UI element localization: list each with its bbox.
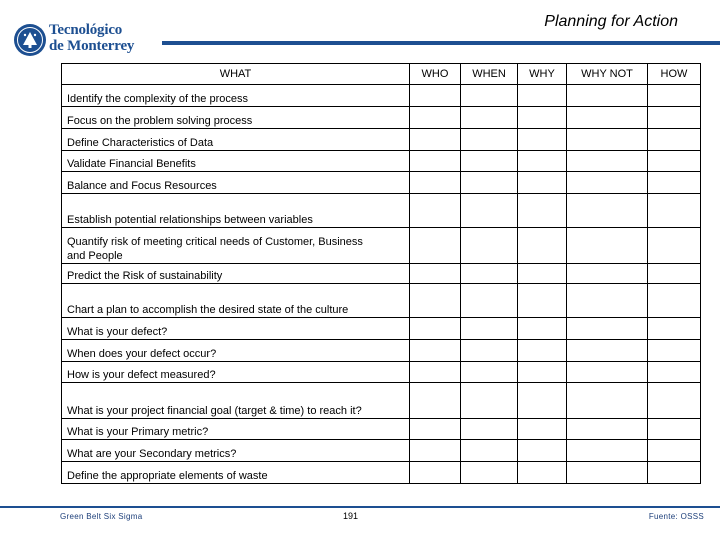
why-not-cell[interactable] <box>567 107 648 129</box>
who-cell[interactable] <box>410 194 461 228</box>
row-what-cell: Establish potential relationships between variables <box>62 194 410 228</box>
row-what-cell: Identify the complexity of the process <box>62 85 410 107</box>
row-what-cell: Focus on the problem solving process <box>62 107 410 129</box>
why-not-cell[interactable] <box>567 462 648 484</box>
who-cell[interactable] <box>410 129 461 151</box>
how-cell[interactable] <box>648 129 701 151</box>
who-cell[interactable] <box>410 362 461 383</box>
when-cell[interactable] <box>461 172 518 194</box>
col-header-when: WHEN <box>461 64 518 85</box>
table-row <box>62 383 701 419</box>
why-cell[interactable] <box>518 362 567 383</box>
planning-table <box>61 63 701 484</box>
footer-rule <box>0 506 720 508</box>
why-not-cell[interactable] <box>567 172 648 194</box>
how-cell[interactable] <box>648 284 701 318</box>
row-what-cell: Validate Financial Benefits <box>62 151 410 172</box>
table-header-row <box>62 64 701 85</box>
row-what-cell: Define Characteristics of Data <box>62 129 410 151</box>
who-cell[interactable] <box>410 419 461 440</box>
why-cell[interactable] <box>518 264 567 284</box>
why-cell[interactable] <box>518 383 567 419</box>
why-cell[interactable] <box>518 129 567 151</box>
table-row <box>62 340 701 362</box>
who-cell[interactable] <box>410 383 461 419</box>
col-header-how: HOW <box>648 64 701 85</box>
why-not-cell[interactable] <box>567 440 648 462</box>
why-cell[interactable] <box>518 151 567 172</box>
when-cell[interactable] <box>461 85 518 107</box>
how-cell[interactable] <box>648 318 701 340</box>
when-cell[interactable] <box>461 264 518 284</box>
how-cell[interactable] <box>648 194 701 228</box>
table-row <box>62 462 701 484</box>
how-cell[interactable] <box>648 264 701 284</box>
footer-source: Fuente: OSSS <box>648 512 704 521</box>
who-cell[interactable] <box>410 440 461 462</box>
row-what-cell: Balance and Focus Resources <box>62 172 410 194</box>
why-not-cell[interactable] <box>567 362 648 383</box>
when-cell[interactable] <box>461 419 518 440</box>
row-what-cell: Define the appropriate elements of waste <box>62 462 410 484</box>
who-cell[interactable] <box>410 228 461 264</box>
when-cell[interactable] <box>461 340 518 362</box>
when-cell[interactable] <box>461 151 518 172</box>
how-cell[interactable] <box>648 419 701 440</box>
row-what-cell: Predict the Risk of sustainability <box>62 264 410 284</box>
how-cell[interactable] <box>648 362 701 383</box>
why-not-cell[interactable] <box>567 194 648 228</box>
who-cell[interactable] <box>410 284 461 318</box>
table-row <box>62 419 701 440</box>
when-cell[interactable] <box>461 318 518 340</box>
col-header-why: WHY <box>518 64 567 85</box>
tec-logo <box>13 22 138 60</box>
why-cell[interactable] <box>518 340 567 362</box>
why-cell[interactable] <box>518 107 567 129</box>
who-cell[interactable] <box>410 107 461 129</box>
why-not-cell[interactable] <box>567 85 648 107</box>
row-what-cell: Quantify risk of meeting critical needs of Customer, Business and People <box>62 228 410 264</box>
when-cell[interactable] <box>461 107 518 129</box>
header-rule <box>162 41 720 45</box>
logo-line-2: de Monterrey <box>49 38 135 54</box>
how-cell[interactable] <box>648 340 701 362</box>
table-row <box>62 194 701 228</box>
table-row <box>62 318 701 340</box>
table-row <box>62 172 701 194</box>
how-cell[interactable] <box>648 85 701 107</box>
when-cell[interactable] <box>461 284 518 318</box>
how-cell[interactable] <box>648 228 701 264</box>
when-cell[interactable] <box>461 462 518 484</box>
who-cell[interactable] <box>410 340 461 362</box>
how-cell[interactable] <box>648 462 701 484</box>
why-cell[interactable] <box>518 440 567 462</box>
how-cell[interactable] <box>648 107 701 129</box>
why-not-cell[interactable] <box>567 419 648 440</box>
table-row <box>62 129 701 151</box>
row-what-cell: When does your defect occur? <box>62 340 410 362</box>
who-cell[interactable] <box>410 85 461 107</box>
why-not-cell[interactable] <box>567 264 648 284</box>
when-cell[interactable] <box>461 362 518 383</box>
who-cell[interactable] <box>410 264 461 284</box>
why-cell[interactable] <box>518 85 567 107</box>
col-header-who: WHO <box>410 64 461 85</box>
row-what-cell: What is your Primary metric? <box>62 419 410 440</box>
table-row <box>62 440 701 462</box>
how-cell[interactable] <box>648 383 701 419</box>
table-row <box>62 264 701 284</box>
why-not-cell[interactable] <box>567 340 648 362</box>
table-row <box>62 228 701 264</box>
why-cell[interactable] <box>518 318 567 340</box>
how-cell[interactable] <box>648 172 701 194</box>
how-cell[interactable] <box>648 440 701 462</box>
why-not-cell[interactable] <box>567 151 648 172</box>
table-row <box>62 85 701 107</box>
row-what-cell: What is your project financial goal (target & time) to reach it? <box>62 383 410 419</box>
why-cell[interactable] <box>518 462 567 484</box>
why-cell[interactable] <box>518 172 567 194</box>
when-cell[interactable] <box>461 129 518 151</box>
why-not-cell[interactable] <box>567 228 648 264</box>
who-cell[interactable] <box>410 318 461 340</box>
table-row <box>62 107 701 129</box>
row-what-cell: Chart a plan to accomplish the desired state of the culture <box>62 284 410 318</box>
when-cell[interactable] <box>461 228 518 264</box>
row-what-cell: What is your defect? <box>62 318 410 340</box>
why-cell[interactable] <box>518 194 567 228</box>
why-cell[interactable] <box>518 228 567 264</box>
row-what-cell: How is your defect measured? <box>62 362 410 383</box>
when-cell[interactable] <box>461 383 518 419</box>
logo-text <box>49 22 134 54</box>
when-cell[interactable] <box>461 440 518 462</box>
col-header-what: WHAT <box>62 64 410 85</box>
col-header-why-not: WHY NOT <box>567 64 648 85</box>
who-cell[interactable] <box>410 172 461 194</box>
row-what-cell: What are your Secondary metrics? <box>62 440 410 462</box>
why-cell[interactable] <box>518 284 567 318</box>
how-cell[interactable] <box>648 151 701 172</box>
footer-course: Green Belt Six Sigma <box>60 512 143 521</box>
why-not-cell[interactable] <box>567 129 648 151</box>
tec-seal-icon <box>13 23 47 57</box>
page-number: 191 <box>343 511 359 521</box>
table-row <box>62 362 701 383</box>
why-not-cell[interactable] <box>567 284 648 318</box>
table-row <box>62 284 701 318</box>
why-cell[interactable] <box>518 419 567 440</box>
page-title: Planning for Action <box>544 13 678 30</box>
logo-line-1: Tecnológico <box>49 22 123 38</box>
table-row <box>62 151 701 172</box>
why-not-cell[interactable] <box>567 318 648 340</box>
why-not-cell[interactable] <box>567 383 648 419</box>
who-cell[interactable] <box>410 462 461 484</box>
who-cell[interactable] <box>410 151 461 172</box>
when-cell[interactable] <box>461 194 518 228</box>
